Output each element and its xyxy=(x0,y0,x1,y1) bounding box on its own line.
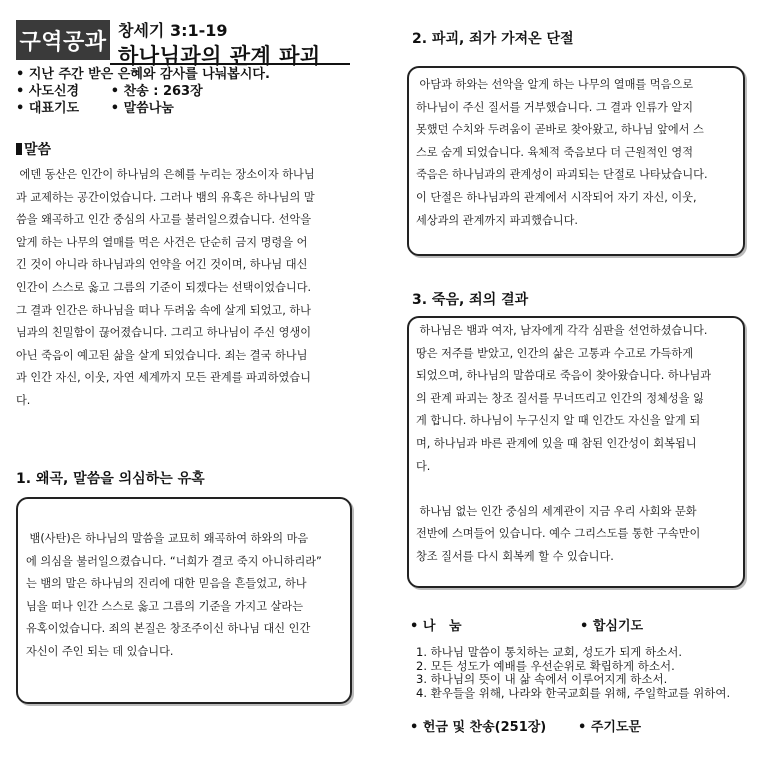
text-line: 며, 하나님과 바른 관계에 있을 때 참된 인간성이 회복됩니 xyxy=(416,436,697,450)
section-badge: 구역공과 xyxy=(16,20,110,60)
text-line: 하나님 없는 인간 중심의 세계관이 지금 우리 사회와 문화 xyxy=(416,504,697,518)
text-line: 되었으며, 하나님의 말씀대로 죽음이 찾아왔습니다. 하나님과 xyxy=(416,369,712,383)
text-line: 스로 숨게 되었습니다. 육체적 죽음보다 더 근원적인 영적 xyxy=(416,145,694,159)
list-item: 1. 하나님 말씀이 통치하는 교회, 성도가 되게 하소서. xyxy=(416,645,683,659)
text-line: 하나님이 주신 질서를 거부했습니다. 그 결과 인류가 알지 xyxy=(416,100,694,114)
text-line: 에덴 동산은 인간이 하나님의 은혜를 누리는 장소이자 하나님 xyxy=(16,168,315,181)
text-line: 하나님은 뱀과 여자, 남자에게 각각 심판을 선언하셨습니다. xyxy=(416,324,708,337)
text-line: 에 의심을 불러일으켰습니다. “너희가 결코 죽지 아니하리라” xyxy=(26,554,322,568)
list-item: 4. 환우들을 위해, 나라와 한국교회를 위해, 주일학교를 위하여. xyxy=(416,685,731,700)
word-body xyxy=(16,164,350,413)
title-underline xyxy=(110,63,350,65)
sharing-label: • 나 눔 xyxy=(410,619,462,634)
text-line: 유혹이었습니다. 죄의 본질은 창조주이신 하나님 대신 인간 xyxy=(26,622,311,636)
scripture-reference: 창세기 3:1-19 xyxy=(118,21,228,40)
text-line: 뱀(사탄)은 하나님의 말씀을 교묘히 왜곡하여 하와의 마음 xyxy=(26,532,309,545)
text-line: 자신이 주인 되는 데 있습니다. xyxy=(26,644,174,658)
text-line: 게 합니다. 하나님이 누구신지 알 때 인간도 자신을 알게 되 xyxy=(416,414,701,428)
order-item: • 대표기도 • 말씀나눔 xyxy=(16,101,174,116)
prayer-label: • 합심기도 xyxy=(580,619,644,634)
lesson-title: 하나님과의 관계 파괴 xyxy=(118,44,321,68)
list-item: 2. 모든 성도가 예배를 우선순위로 확립하게 하소서. xyxy=(416,658,675,673)
benediction-label: • 주기도문 xyxy=(578,720,642,735)
text-line: 이 단절은 하나님과의 관계에서 시작되어 자기 자신, 이웃, xyxy=(416,190,697,204)
square-bullet-icon xyxy=(16,143,22,155)
text-line: 죽음은 하나님과의 관계성이 파괴되는 단절로 나타났습니다. xyxy=(416,168,708,182)
text-line: 님을 떠나 인간 스스로 옳고 그름의 기준을 가지고 살라는 xyxy=(26,599,304,613)
list-item: 3. 하나님의 뜻이 내 삶 속에서 이루어지게 하소서. xyxy=(416,672,668,686)
text-line: 땅은 저주를 받았고, 인간의 삶은 고통과 수고로 가득하게 xyxy=(416,346,694,360)
offering-label: • 헌금 및 찬송(251장) xyxy=(410,720,547,735)
section1-body xyxy=(26,528,342,664)
section2-body xyxy=(416,74,738,232)
text-line: 는 뱀의 말은 하나님의 진리에 대한 믿음을 흔들었고, 하나 xyxy=(26,577,307,591)
text-line: 창조 질서를 다시 회복케 할 수 있습니다. xyxy=(416,549,614,563)
text-line: 그 결과 인간은 하나님을 떠나 두려움 속에 살게 되었고, 하나 xyxy=(16,303,311,317)
text-line: 아닌 죽음이 예고된 삶을 살게 되었습니다. 죄는 결국 하나님 xyxy=(16,348,308,362)
text-line: 전반에 스며들어 있습니다. 예수 그리스도를 통한 구속만이 xyxy=(416,527,701,541)
text-line xyxy=(416,478,738,501)
text-line: 알게 하는 나무의 열매를 먹은 사건은 단순히 금지 명령을 어 xyxy=(16,235,308,249)
text-line: 다. xyxy=(416,459,431,473)
prayer-list xyxy=(416,646,730,700)
order-item: • 지난 주간 받은 은혜와 감사를 나눠봅시다. xyxy=(16,67,270,82)
text-line: 다. xyxy=(16,393,31,407)
text-line: 못했던 수치와 두려움이 곧바로 찾아왔고, 하나님 앞에서 스 xyxy=(416,123,704,137)
text-line: 긴 것이 아니라 하나님과의 언약을 어긴 것이며, 하나님 대신 xyxy=(16,258,308,272)
text-line: 세상과의 관계까지 파괴했습니다. xyxy=(416,213,578,227)
order-list xyxy=(16,66,270,117)
section3-heading: 3. 죽음, 죄의 결과 xyxy=(412,292,529,308)
section1-heading: 1. 왜곡, 말씀을 의심하는 유혹 xyxy=(16,471,205,487)
text-line: 아담과 하와는 선악을 알게 하는 나무의 열매를 먹음으로 xyxy=(416,78,694,91)
text-line: 과 교제하는 공간이었습니다. 그러나 뱀의 유혹은 하나님의 말 xyxy=(16,190,315,204)
section2-heading: 2. 파괴, 죄가 가져온 단절 xyxy=(412,31,574,47)
order-item: • 사도신경 • 찬송 : 263장 xyxy=(16,84,203,99)
text-line: 님과의 친밀함이 끊어졌습니다. 그리고 하나님이 주신 영생이 xyxy=(16,326,312,340)
text-line: 과 인간 자신, 이웃, 자연 세계까지 모든 관계를 파괴하였습니 xyxy=(16,371,311,385)
section3-body xyxy=(416,320,738,569)
word-heading: 말씀 xyxy=(16,139,51,159)
text-line: 의 관계 파괴는 창조 질서를 무너뜨리고 인간의 정체성을 잃 xyxy=(416,391,704,405)
text-line: 인간이 스스로 옳고 그름의 기준이 되겠다는 선택이었습니다. xyxy=(16,280,312,294)
text-line: 씀을 왜곡하고 인간 중심의 사고를 불러일으켰습니다. 선악을 xyxy=(16,213,312,227)
